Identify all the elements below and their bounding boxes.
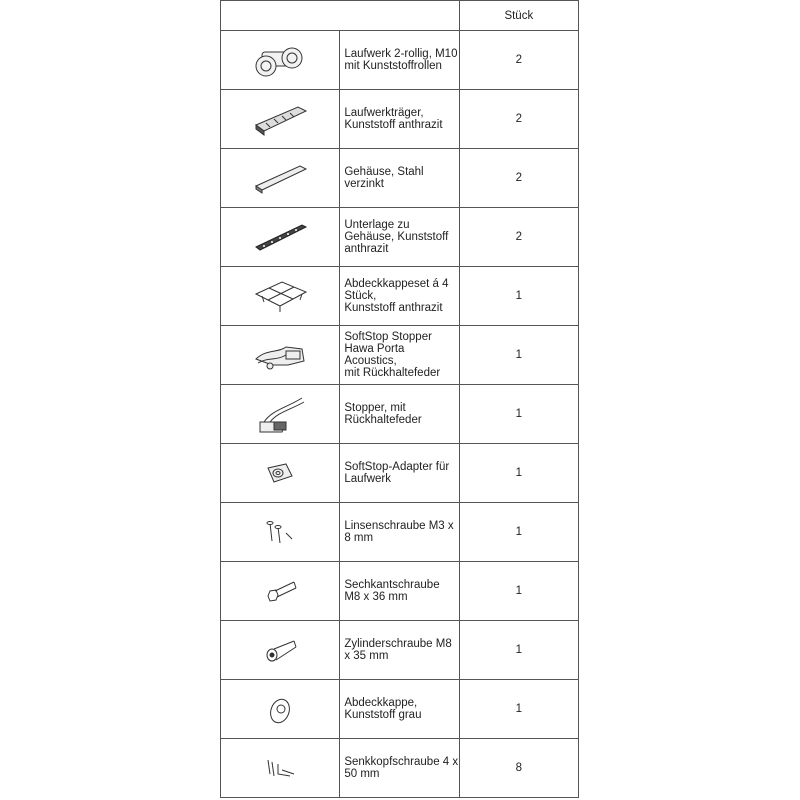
housing-base-icon: [221, 219, 339, 255]
table-row: [221, 621, 579, 680]
item-description: Sechkantschraube M8 x 36 mm: [340, 562, 459, 621]
item-icon-cell: [221, 621, 340, 680]
item-quantity: 1: [459, 503, 578, 562]
table-row: [221, 562, 579, 621]
item-quantity: 8: [459, 739, 578, 798]
item-quantity: 2: [459, 149, 578, 208]
softstop-adapter-icon: [221, 458, 339, 488]
parts-list-table: [220, 0, 579, 798]
header-empty-cell: [221, 1, 460, 31]
item-description: Linsenschraube M3 x 8 mm: [340, 503, 459, 562]
item-icon-cell: [221, 326, 340, 385]
item-icon-cell: [221, 444, 340, 503]
cover-cap-icon: [221, 691, 339, 727]
table-row: [221, 267, 579, 326]
table-row: [221, 385, 579, 444]
carriage-icon: [221, 40, 339, 80]
table-row: [221, 31, 579, 90]
item-description: SoftStop Stopper Hawa Porta Acoustics, mit Rückhaltefeder: [340, 326, 459, 385]
item-icon-cell: [221, 385, 340, 444]
item-icon-cell: [221, 739, 340, 798]
item-description: Zylinderschraube M8 x 35 mm: [340, 621, 459, 680]
item-icon-cell: [221, 680, 340, 739]
item-description: Laufwerkträger, Kunststoff anthrazit: [340, 90, 459, 149]
hex-screw-icon: [221, 576, 339, 606]
table-row: [221, 90, 579, 149]
item-description: Unterlage zu Gehäuse, Kunststoff anthrazit: [340, 208, 459, 267]
table-row: [221, 326, 579, 385]
item-icon-cell: [221, 267, 340, 326]
item-quantity: 1: [459, 680, 578, 739]
softstop-stopper-icon: [221, 335, 339, 375]
item-description: Gehäuse, Stahl verzinkt: [340, 149, 459, 208]
countersunk-screw-icon: [221, 756, 339, 780]
item-quantity: 1: [459, 326, 578, 385]
item-description: Abdeckkappe, Kunststoff grau: [340, 680, 459, 739]
item-description: Laufwerk 2-rollig, M10 mit Kunststoffrollen: [340, 31, 459, 90]
carriage-holder-icon: [221, 101, 339, 137]
item-quantity: 1: [459, 562, 578, 621]
table-header-row: [221, 1, 579, 31]
housing-icon: [221, 160, 339, 196]
item-description: Abdeckkappeset á 4 Stück, Kunststoff anthrazit: [340, 267, 459, 326]
item-quantity: 1: [459, 385, 578, 444]
table-row: [221, 444, 579, 503]
item-quantity: 2: [459, 90, 578, 149]
stopper-icon: [221, 392, 339, 436]
cylinder-screw-icon: [221, 635, 339, 665]
item-icon-cell: [221, 31, 340, 90]
table-row: [221, 739, 579, 798]
item-icon-cell: [221, 149, 340, 208]
item-quantity: 1: [459, 621, 578, 680]
table-row: [221, 680, 579, 739]
item-quantity: 1: [459, 444, 578, 503]
item-quantity: 2: [459, 208, 578, 267]
item-description: SoftStop-Adapter für Laufwerk: [340, 444, 459, 503]
item-icon-cell: [221, 503, 340, 562]
cover-cap-set-icon: [221, 276, 339, 316]
header-qty: Stück: [459, 1, 578, 31]
item-description: Senkkopfschraube 4 x 50 mm: [340, 739, 459, 798]
table-row: [221, 149, 579, 208]
item-description: Stopper, mit Rückhaltefeder: [340, 385, 459, 444]
item-icon-cell: [221, 90, 340, 149]
item-icon-cell: [221, 208, 340, 267]
table-row: [221, 503, 579, 562]
pan-head-screw-icon: [221, 517, 339, 547]
item-icon-cell: [221, 562, 340, 621]
item-quantity: 1: [459, 267, 578, 326]
table-row: [221, 208, 579, 267]
item-quantity: 2: [459, 31, 578, 90]
